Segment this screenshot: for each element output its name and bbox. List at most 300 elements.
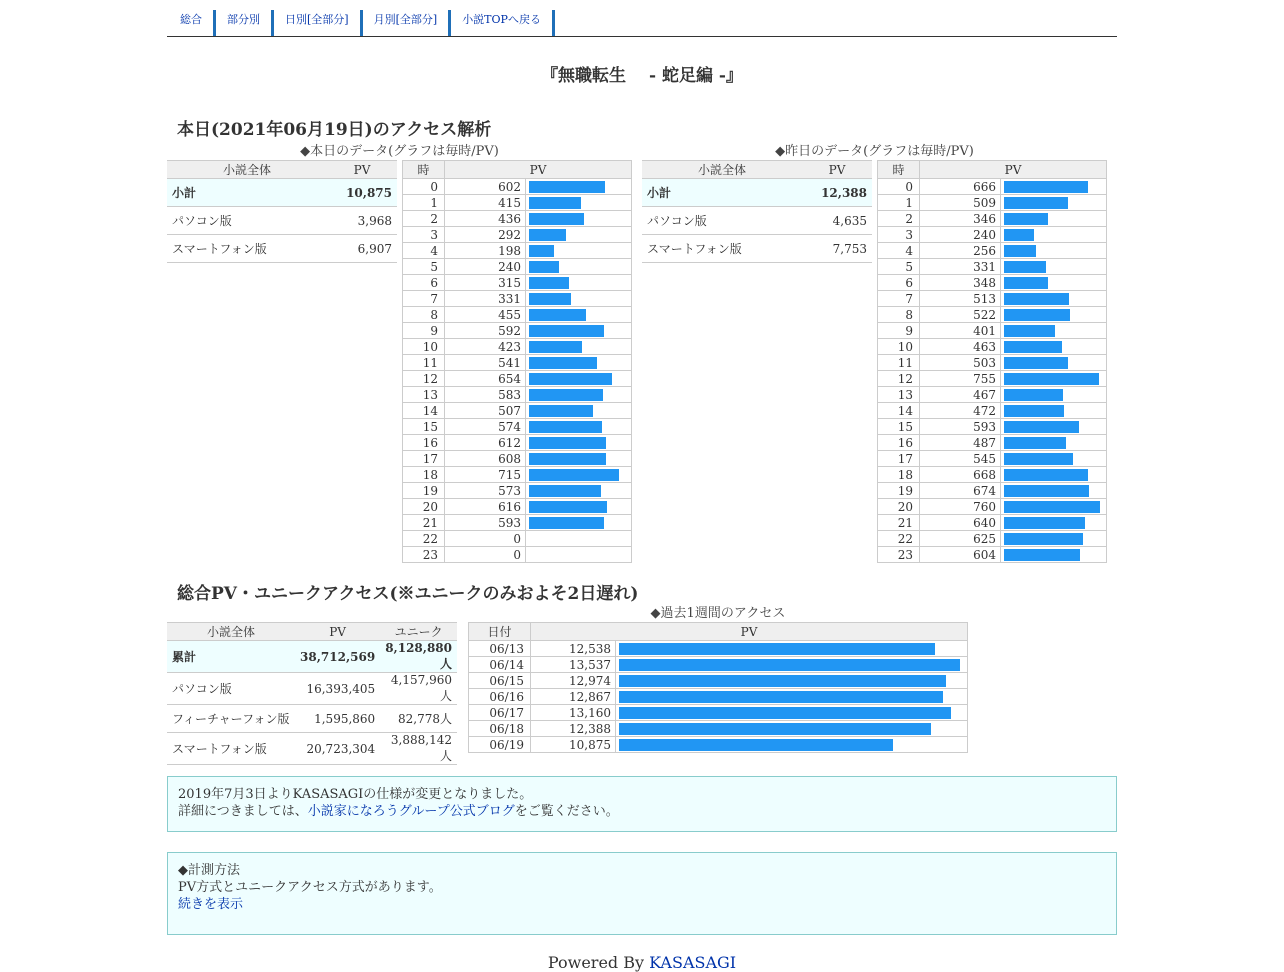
row-label: スマートフォン版 (167, 235, 327, 263)
hour-cell: 1 (403, 195, 445, 211)
bar-cell (616, 641, 968, 657)
row-label: パソコン版 (642, 207, 802, 235)
date-cell: 06/13 (469, 641, 531, 657)
summary-header-pv: PV (295, 623, 380, 641)
bar-cell (1001, 355, 1107, 371)
bar-cell (1001, 467, 1107, 483)
total-summary-table (167, 622, 457, 765)
bar-cell (526, 451, 632, 467)
pv-bar (529, 341, 582, 353)
hour-cell: 7 (878, 291, 920, 307)
hour-cell: 23 (878, 547, 920, 563)
hour-cell: 5 (878, 259, 920, 275)
pv-cell: 240 (920, 227, 1001, 243)
hour-row (403, 307, 632, 323)
pv-bar (1004, 549, 1080, 561)
bar-cell (1001, 387, 1107, 403)
summary-header-novel: 小説全体 (167, 623, 295, 641)
hour-cell: 2 (403, 211, 445, 227)
bar-cell (1001, 227, 1107, 243)
bar-cell (526, 467, 632, 483)
footer (167, 953, 1117, 972)
pv-cell: 472 (920, 403, 1001, 419)
hour-row (878, 307, 1107, 323)
pv-bar (619, 723, 931, 735)
pv-bar (1004, 405, 1064, 417)
total-block (167, 605, 1117, 770)
hour-row (878, 371, 1107, 387)
bar-cell (1001, 547, 1107, 563)
notice-line2 (178, 803, 1106, 820)
bar-cell (1001, 195, 1107, 211)
hour-cell: 16 (878, 435, 920, 451)
hour-cell: 18 (403, 467, 445, 483)
hour-row (878, 419, 1107, 435)
pv-cell: 513 (920, 291, 1001, 307)
hour-row (403, 211, 632, 227)
bar-cell (1001, 259, 1107, 275)
bar-cell (1001, 483, 1107, 499)
hour-row (878, 339, 1107, 355)
hour-cell: 22 (878, 531, 920, 547)
pv-cell: 592 (445, 323, 526, 339)
hour-row (403, 387, 632, 403)
bar-cell (1001, 291, 1107, 307)
pv-cell: 13,160 (531, 705, 616, 721)
pv-bar (1004, 197, 1068, 209)
pv-bar (619, 659, 960, 671)
row-value: 3,968 (327, 207, 397, 235)
pv-cell: 640 (920, 515, 1001, 531)
hour-cell: 19 (878, 483, 920, 499)
total-fp-row (167, 705, 457, 733)
row-unique: 3,888,142人 (380, 733, 457, 765)
pv-cell: 654 (445, 371, 526, 387)
row-pv: 1,595,860 (295, 705, 380, 733)
pv-bar (1004, 261, 1046, 273)
yesterday-sp-row (642, 235, 872, 263)
hour-cell: 23 (403, 547, 445, 563)
today-sp-row (167, 235, 397, 263)
pv-cell: 415 (445, 195, 526, 211)
pv-cell: 12,867 (531, 689, 616, 705)
today-heading: 本日(2021年06月19日)のアクセス解析 (177, 120, 492, 140)
hour-row (403, 451, 632, 467)
nav-summary[interactable]: 総合 (167, 10, 216, 36)
pv-bar (1004, 293, 1069, 305)
hour-row (403, 483, 632, 499)
hour-row (403, 275, 632, 291)
pv-cell: 666 (920, 179, 1001, 195)
bar-cell (1001, 371, 1107, 387)
pv-cell: 331 (445, 291, 526, 307)
pv-cell: 0 (445, 547, 526, 563)
pv-bar (529, 469, 619, 481)
pv-bar (529, 389, 603, 401)
bar-cell (526, 339, 632, 355)
hour-row (878, 291, 1107, 307)
today-caption: ◆本日のデータ(グラフは毎時/PV) (300, 144, 499, 159)
bar-cell (526, 275, 632, 291)
summary-header-pv: PV (802, 161, 872, 179)
hour-cell: 1 (878, 195, 920, 211)
pv-cell: 616 (445, 499, 526, 515)
bar-cell (1001, 243, 1107, 259)
pv-cell: 668 (920, 467, 1001, 483)
hour-cell: 15 (403, 419, 445, 435)
yesterday-caption: ◆昨日のデータ(グラフは毎時/PV) (775, 144, 974, 159)
pv-cell: 755 (920, 371, 1001, 387)
pv-cell: 503 (920, 355, 1001, 371)
hour-row (403, 435, 632, 451)
pv-cell: 12,538 (531, 641, 616, 657)
bar-cell (526, 211, 632, 227)
hour-row (878, 275, 1107, 291)
pv-cell: 240 (445, 259, 526, 275)
pv-bar (1004, 485, 1089, 497)
hour-cell: 2 (878, 211, 920, 227)
week-row (469, 721, 968, 737)
pv-header: PV (531, 623, 968, 641)
hour-cell: 5 (403, 259, 445, 275)
hour-cell: 20 (403, 499, 445, 515)
row-label: フィーチャーフォン版 (167, 705, 295, 733)
pv-cell: 674 (920, 483, 1001, 499)
hour-cell: 20 (878, 499, 920, 515)
row-label: スマートフォン版 (642, 235, 802, 263)
nav-monthly[interactable]: 月別[全部分] (363, 10, 452, 36)
row-label: パソコン版 (167, 673, 295, 705)
bar-cell (1001, 435, 1107, 451)
summary-header-unique: ユニーク (380, 623, 457, 641)
pv-bar (1004, 501, 1100, 513)
pv-bar (1004, 213, 1048, 225)
hour-row (403, 243, 632, 259)
hour-cell: 4 (403, 243, 445, 259)
pv-bar (529, 197, 581, 209)
method-text: PV方式とユニークアクセス方式があります。 (178, 880, 442, 895)
nav-novel-top[interactable]: 小説TOPへ戻る (451, 10, 555, 36)
hour-row (878, 387, 1107, 403)
row-value: 10,875 (327, 179, 397, 207)
pv-cell: 348 (920, 275, 1001, 291)
bar-cell (526, 547, 632, 563)
pv-cell: 423 (445, 339, 526, 355)
hour-row (878, 195, 1107, 211)
row-unique: 82,778人 (380, 705, 457, 733)
hour-row (403, 339, 632, 355)
pv-bar (529, 485, 601, 497)
bar-cell (616, 721, 968, 737)
pv-bar (529, 421, 602, 433)
pv-bar (529, 261, 559, 273)
pv-bar (529, 517, 604, 529)
pv-cell: 198 (445, 243, 526, 259)
hour-row (403, 355, 632, 371)
row-pv: 38,712,569 (295, 641, 380, 673)
yesterday-summary-table (642, 160, 872, 263)
pv-bar (1004, 421, 1079, 433)
bar-cell (616, 737, 968, 753)
hour-cell: 8 (403, 307, 445, 323)
pv-cell: 593 (445, 515, 526, 531)
bar-cell (1001, 307, 1107, 323)
total-sp-row (167, 733, 457, 765)
bar-cell (1001, 275, 1107, 291)
hour-row (403, 403, 632, 419)
pv-cell: 315 (445, 275, 526, 291)
bar-cell (526, 515, 632, 531)
pv-bar (1004, 389, 1063, 401)
week-row (469, 641, 968, 657)
pv-bar (529, 453, 606, 465)
row-pv: 20,723,304 (295, 733, 380, 765)
hour-row (403, 323, 632, 339)
date-cell: 06/14 (469, 657, 531, 673)
pv-cell: 292 (445, 227, 526, 243)
pv-bar (1004, 533, 1083, 545)
bar-cell (526, 291, 632, 307)
summary-header-novel: 小説全体 (167, 161, 327, 179)
pv-bar (529, 501, 607, 513)
row-value: 7,753 (802, 235, 872, 263)
bar-cell (526, 259, 632, 275)
hour-cell: 9 (878, 323, 920, 339)
hour-row (403, 547, 632, 563)
row-unique: 8,128,880人 (380, 641, 457, 673)
total-pc-row (167, 673, 457, 705)
hour-row (878, 403, 1107, 419)
pv-cell: 256 (920, 243, 1001, 259)
pv-bar (529, 229, 566, 241)
row-label: スマートフォン版 (167, 733, 295, 765)
total-cumulative-row (167, 641, 457, 673)
pv-bar (529, 213, 584, 225)
hour-cell: 19 (403, 483, 445, 499)
hour-cell: 8 (878, 307, 920, 323)
hour-row (878, 355, 1107, 371)
hour-row (878, 259, 1107, 275)
date-cell: 06/16 (469, 689, 531, 705)
pv-bar (1004, 229, 1034, 241)
today-summary-table (167, 160, 397, 263)
hour-cell: 0 (403, 179, 445, 195)
bar-cell (526, 483, 632, 499)
bar-cell (1001, 499, 1107, 515)
pv-bar (1004, 181, 1088, 193)
hour-cell: 6 (878, 275, 920, 291)
pv-bar (619, 675, 946, 687)
pv-bar (529, 437, 606, 449)
hour-cell: 14 (878, 403, 920, 419)
pv-cell: 401 (920, 323, 1001, 339)
pv-cell: 715 (445, 467, 526, 483)
nav-by-part[interactable]: 部分別 (216, 10, 274, 36)
pv-cell: 608 (445, 451, 526, 467)
hour-row (403, 419, 632, 435)
pv-bar (1004, 245, 1036, 257)
pv-bar (529, 325, 604, 337)
summary-header-pv: PV (327, 161, 397, 179)
week-row (469, 657, 968, 673)
row-value: 12,388 (802, 179, 872, 207)
hour-row (403, 259, 632, 275)
hour-cell: 11 (878, 355, 920, 371)
bar-cell (526, 419, 632, 435)
pv-bar (529, 293, 571, 305)
pv-cell: 455 (445, 307, 526, 323)
pv-cell: 12,974 (531, 673, 616, 689)
pv-bar (1004, 453, 1073, 465)
row-label: 小計 (642, 179, 802, 207)
pv-header: PV (920, 161, 1107, 179)
pv-bar (529, 245, 554, 257)
bar-cell (526, 499, 632, 515)
bar-cell (616, 657, 968, 673)
pv-cell: 463 (920, 339, 1001, 355)
bar-cell (1001, 515, 1107, 531)
hour-cell: 22 (403, 531, 445, 547)
nav-daily[interactable]: 日別[全部分] (274, 10, 363, 36)
pv-cell: 760 (920, 499, 1001, 515)
pv-cell: 331 (920, 259, 1001, 275)
pv-bar (1004, 437, 1066, 449)
novel-title: 『無職転生 - 蛇足編 -』 (541, 66, 743, 86)
bar-cell (526, 371, 632, 387)
hour-cell: 4 (878, 243, 920, 259)
pv-bar (1004, 357, 1068, 369)
hour-cell: 10 (878, 339, 920, 355)
today-hourly-table (402, 160, 632, 563)
row-value: 6,907 (327, 235, 397, 263)
hour-cell: 21 (403, 515, 445, 531)
hour-row (878, 499, 1107, 515)
hour-cell: 12 (403, 371, 445, 387)
pv-cell: 604 (920, 547, 1001, 563)
week-table (468, 622, 968, 753)
bar-cell (1001, 339, 1107, 355)
hour-cell: 16 (403, 435, 445, 451)
pv-cell: 10,875 (531, 737, 616, 753)
pv-cell: 507 (445, 403, 526, 419)
hour-row (403, 467, 632, 483)
pv-bar (1004, 469, 1088, 481)
yesterday-panel (642, 143, 1107, 562)
official-blog-link[interactable]: 小説家になろうグループ公式ブログ (307, 804, 515, 819)
pv-bar (529, 277, 569, 289)
pv-cell: 583 (445, 387, 526, 403)
row-label: 累計 (167, 641, 295, 673)
bar-cell (526, 307, 632, 323)
pv-cell: 602 (445, 179, 526, 195)
hour-cell: 3 (403, 227, 445, 243)
hour-row (878, 179, 1107, 195)
bar-cell (526, 435, 632, 451)
week-row (469, 737, 968, 753)
hour-cell: 17 (878, 451, 920, 467)
row-label: 小計 (167, 179, 327, 207)
today-subtotal-row (167, 179, 397, 207)
total-heading: 総合PV・ユニークアクセス(※ユニークのみおよそ2日遅れ) (177, 584, 639, 604)
notice-line1: 2019年7月3日よりKASASAGIの仕様が変更となりました。 (178, 787, 533, 802)
pv-bar (529, 373, 612, 385)
today-panel (167, 143, 632, 562)
hour-row (403, 291, 632, 307)
pv-bar (1004, 277, 1048, 289)
hour-cell: 3 (878, 227, 920, 243)
pv-cell: 541 (445, 355, 526, 371)
bar-cell (616, 705, 968, 721)
hour-row (878, 467, 1107, 483)
bar-cell (526, 179, 632, 195)
pv-cell: 593 (920, 419, 1001, 435)
bar-cell (526, 195, 632, 211)
daily-block (167, 143, 1117, 583)
pv-cell: 346 (920, 211, 1001, 227)
hour-header: 時 (403, 161, 445, 179)
notice-box (167, 776, 1117, 832)
bar-cell (1001, 179, 1107, 195)
pv-cell: 522 (920, 307, 1001, 323)
kasasagi-link[interactable]: KASASAGI (649, 953, 737, 972)
today-pc-row (167, 207, 397, 235)
hour-row (878, 531, 1107, 547)
method-title: ◆計測方法 (178, 863, 240, 878)
hour-row (403, 227, 632, 243)
pv-bar (619, 707, 951, 719)
pv-bar (529, 309, 586, 321)
row-value: 4,635 (802, 207, 872, 235)
row-label: パソコン版 (167, 207, 327, 235)
pv-cell: 573 (445, 483, 526, 499)
hour-cell: 10 (403, 339, 445, 355)
bar-cell (526, 531, 632, 547)
show-more-link[interactable]: 続きを表示 (178, 897, 244, 912)
pv-bar (529, 357, 597, 369)
page-container (167, 0, 1117, 972)
pv-bar (619, 739, 893, 751)
yesterday-hourly-table (877, 160, 1107, 563)
hour-cell: 6 (403, 275, 445, 291)
hour-row (403, 515, 632, 531)
hour-row (878, 243, 1107, 259)
pv-cell: 467 (920, 387, 1001, 403)
hour-header: 時 (878, 161, 920, 179)
hour-cell: 12 (878, 371, 920, 387)
summary-header-novel: 小説全体 (642, 161, 802, 179)
pv-bar (1004, 517, 1085, 529)
pv-cell: 13,537 (531, 657, 616, 673)
hour-cell: 0 (878, 179, 920, 195)
hour-row (878, 435, 1107, 451)
hour-row (403, 499, 632, 515)
pv-cell: 612 (445, 435, 526, 451)
hour-row (878, 451, 1107, 467)
hour-row (878, 323, 1107, 339)
bar-cell (1001, 531, 1107, 547)
row-pv: 16,393,405 (295, 673, 380, 705)
bar-cell (1001, 211, 1107, 227)
method-box (167, 852, 1117, 935)
notice-suffix: をご覧ください。 (514, 804, 619, 819)
pv-header: PV (445, 161, 632, 179)
pv-bar (619, 643, 935, 655)
hour-cell: 9 (403, 323, 445, 339)
hour-row (878, 547, 1107, 563)
hour-cell: 7 (403, 291, 445, 307)
hour-cell: 18 (878, 467, 920, 483)
pv-bar (529, 405, 593, 417)
